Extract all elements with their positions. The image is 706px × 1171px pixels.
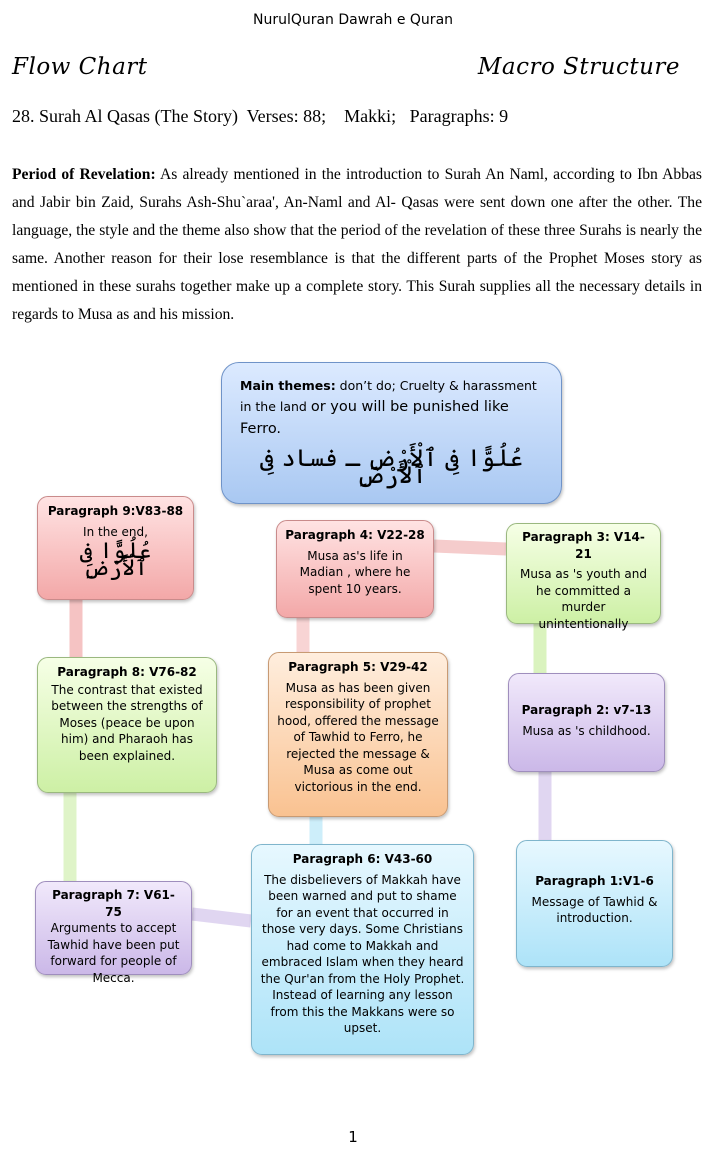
paragraph-5-title: Paragraph 5: V29-42 — [288, 660, 428, 674]
paragraph-4-box — [276, 520, 434, 618]
connector-p7-p6 — [192, 914, 251, 921]
paragraph-6-text: The disbelievers of Makkah have been warned and put to shame for an event that occurred in those very days. Some Christians had come to Makkah and embraced Islam when they heard the Qur'an from the Holy Prophet. Instead of learning any lesson from this the Makkans were so upset. — [260, 872, 465, 1035]
paragraph-9-title: Paragraph 9:V83-88 — [47, 504, 184, 518]
paragraph-4-title: Paragraph 4: V22-28 — [285, 528, 425, 542]
paragraph-8-title: Paragraph 8: V76-82 — [57, 665, 197, 679]
paragraph-6-title: Paragraph 6: V43-60 — [292, 852, 433, 866]
paragraph-7-box — [35, 881, 192, 985]
document-header: NurulQuran Dawrah e Quran — [252, 12, 454, 28]
period-text: As already mentioned in the introduction to Surah An Naml, according to Ibn Abbas and Jabir bin Zaid, Surahs Ash-Shu`araa', An-Naml and Al- Qasas were sent down one after the other. The language, the style and the theme also show that the period of the revelation of these three Surahs is nearly the same. Another reason for their lose resemblance is that the different parts of the Prophet Moses story as mentioned in these surahs together make up a complete story. This Surah supplies all the necessary details in regards to Musa as and his mission. — [12, 166, 702, 323]
main-themes-box — [221, 362, 562, 504]
paragraph-7-text: Arguments to accept Tawhid have been put forward for people of Mecca. — [47, 921, 180, 985]
paragraph-8-box — [37, 657, 217, 793]
period-label: Period of Revelation: — [12, 166, 156, 183]
paragraph-2-text: Musa as 's childhood. — [522, 723, 651, 738]
main-themes-text — [240, 375, 543, 440]
paragraph-6-box — [251, 844, 474, 1055]
paragraph-1-box — [516, 840, 673, 967]
paragraph-9-text: In the end, — [83, 524, 148, 539]
paragraph-7-title: Paragraph 7: V61-75 — [52, 888, 175, 919]
connector-p4-p3 — [434, 546, 506, 549]
paragraph-5-box — [268, 652, 448, 817]
main-themes-line2a: in the land — [240, 399, 311, 414]
paragraph-8-text: The contrast that existed between the strengths of Moses (peace be upon him) and Pharaoh has been explained. — [51, 682, 203, 763]
paragraph-1-text: Message of Tawhid & introduction. — [531, 894, 658, 925]
paragraph-1-title: Paragraph 1:V1-6 — [535, 874, 654, 888]
main-themes-line2b: or you will be punished like Ferro. — [240, 399, 509, 437]
paragraph-2-title: Paragraph 2: v7-13 — [521, 703, 652, 717]
paragraph-3-title: Paragraph 3: V14-21 — [522, 530, 645, 561]
paragraph-3-text: Musa as 's youth and he committed a murder unintentionally — [520, 567, 647, 631]
page-number: 1 — [348, 1128, 358, 1146]
paragraph-9-arabic: عُلُوًّا فِى ٱلْأَرْضِ — [79, 539, 152, 581]
flow-chart-title: Flow Chart — [12, 54, 148, 80]
paragraph-9-box — [37, 496, 194, 600]
macro-structure-title: Macro Structure — [477, 54, 680, 80]
main-themes-label: Main themes: — [240, 378, 336, 393]
main-themes-arabic: عُلُوًّا فِى ٱلْأَرْضِ ـ فساد فِى ٱلْأَرْضِ — [259, 444, 524, 489]
paragraph-2-box — [508, 673, 665, 772]
paragraph-5-text: Musa as has been given responsibility of prophet hood, offered the message of Tawhid to Ferro, he rejected the message & Musa as come out victorious in the end. — [277, 680, 439, 794]
main-themes-line1: don’t do; Cruelty & harassment — [335, 378, 537, 393]
paragraph-4-text: Musa as's life in Madian , where he spent 10 years. — [299, 548, 411, 596]
paragraph-3-box — [506, 523, 661, 631]
surah-info-line: 28. Surah Al Qasas (The Story) Verses: 88; Makki; Paragraphs: 9 — [12, 106, 509, 126]
